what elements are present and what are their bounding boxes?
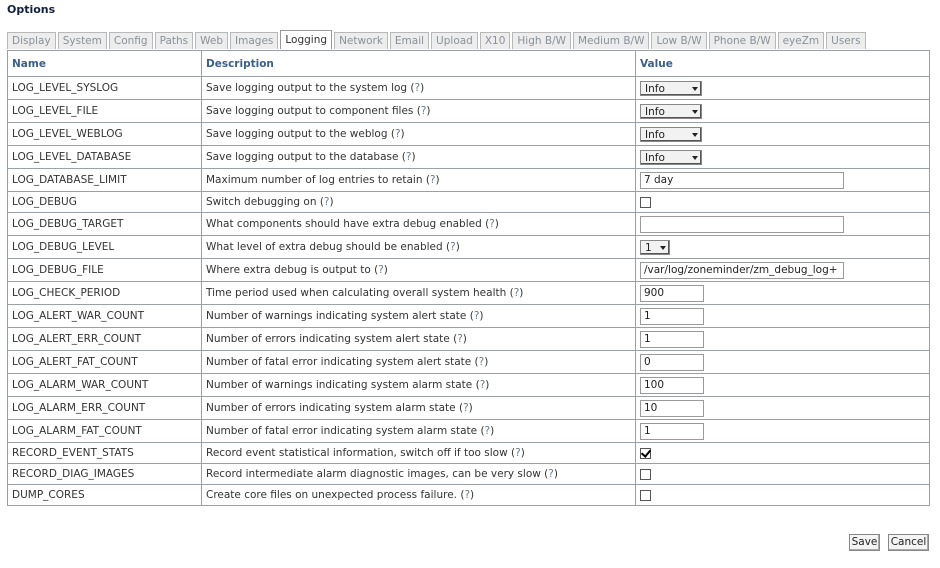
- level-select[interactable]: [640, 150, 702, 165]
- help-link[interactable]: ?: [548, 468, 554, 480]
- tab-images[interactable]: Images: [230, 32, 278, 49]
- option-value: [636, 443, 930, 464]
- help-link[interactable]: ?: [450, 241, 456, 253]
- help-link[interactable]: ?: [513, 287, 520, 299]
- column-header-value: Value: [636, 51, 930, 77]
- tab-system[interactable]: System: [58, 32, 107, 49]
- level-select[interactable]: [640, 81, 702, 96]
- description-text: Save logging output to component files: [206, 105, 414, 117]
- table-row: [8, 259, 930, 282]
- description-text: What components should have extra debug enabled: [206, 218, 482, 230]
- description-text: Where extra debug is output to: [206, 264, 371, 276]
- option-name: LOG_DEBUG: [8, 192, 202, 213]
- option-checkbox[interactable]: [640, 490, 651, 501]
- option-checkbox[interactable]: [640, 197, 651, 208]
- description-text: Number of warnings indicating system alarm state: [206, 379, 473, 391]
- option-name: LOG_ALARM_ERR_COUNT: [8, 397, 202, 420]
- description-text: Record intermediate alarm diagnostic images, can be very slow: [206, 468, 541, 480]
- tab-phone-b-w[interactable]: Phone B/W: [709, 32, 776, 49]
- table-header-row: [8, 51, 930, 77]
- tab-high-b-w[interactable]: High B/W: [512, 32, 571, 49]
- checkmark-icon: [641, 447, 651, 458]
- description-text: Number of warnings indicating system alert state: [206, 310, 467, 322]
- tab-eyezm[interactable]: eyeZm: [778, 32, 825, 49]
- option-description: Save logging output to the system log (?): [202, 77, 636, 100]
- option-name: LOG_ALERT_ERR_COUNT: [8, 328, 202, 351]
- table-row: [8, 77, 930, 100]
- select-value: Info: [645, 105, 665, 118]
- chevron-down-icon: [692, 133, 698, 137]
- table-row: [8, 213, 930, 236]
- option-description: What level of extra debug should be enabled (?): [202, 236, 636, 259]
- value-input[interactable]: 0: [640, 354, 704, 371]
- option-value: [636, 351, 930, 374]
- description-text: Number of fatal error indicating system alarm state: [206, 425, 478, 437]
- option-checkbox[interactable]: [640, 469, 651, 480]
- option-name: LOG_ALARM_WAR_COUNT: [8, 374, 202, 397]
- description-text: Time period used when calculating overall system health: [206, 287, 507, 299]
- option-description: Number of fatal error indicating system alert state (?): [202, 351, 636, 374]
- column-header-name: Name: [8, 51, 202, 77]
- help-link[interactable]: ?: [479, 379, 486, 391]
- page-title: Options: [7, 3, 56, 16]
- option-description: Record intermediate alarm diagnostic images, can be very slow (?): [202, 464, 636, 485]
- help-link[interactable]: ?: [323, 196, 330, 208]
- description-text: Number of fatal error indicating system alert state: [206, 356, 472, 368]
- table-row: [8, 443, 930, 464]
- select-value: 1: [645, 241, 652, 254]
- tab-display[interactable]: Display: [7, 32, 56, 49]
- description-text: Number of errors indicating system alert state: [206, 333, 450, 345]
- help-link[interactable]: ?: [463, 402, 469, 414]
- option-value: [636, 305, 930, 328]
- table-row: [8, 123, 930, 146]
- option-value: [636, 169, 930, 192]
- help-link[interactable]: ?: [478, 356, 485, 368]
- option-value: [636, 123, 930, 146]
- option-name: RECORD_EVENT_STATS: [8, 443, 202, 464]
- option-name: LOG_CHECK_PERIOD: [8, 282, 202, 305]
- value-input[interactable]: 1: [640, 308, 704, 325]
- option-value: [636, 282, 930, 305]
- chevron-down-icon: [692, 110, 698, 114]
- tab-upload[interactable]: Upload: [431, 32, 478, 49]
- option-name: LOG_DEBUG_FILE: [8, 259, 202, 282]
- description-text: What level of extra debug should be enabled: [206, 241, 443, 253]
- chevron-down-icon: [692, 156, 698, 160]
- option-description: Number of errors indicating system alarm state (?): [202, 397, 636, 420]
- option-name: DUMP_CORES: [8, 485, 202, 506]
- tab-paths[interactable]: Paths: [155, 32, 194, 49]
- option-name: RECORD_DIAG_IMAGES: [8, 464, 202, 485]
- option-value: [636, 485, 930, 506]
- option-name: LOG_DEBUG_TARGET: [8, 213, 202, 236]
- help-link[interactable]: ?: [457, 333, 463, 345]
- tab-config[interactable]: Config: [109, 32, 153, 49]
- value-input[interactable]: 100: [640, 377, 704, 394]
- help-link[interactable]: ?: [515, 447, 521, 459]
- table-row: [8, 305, 930, 328]
- value-input[interactable]: [640, 216, 844, 233]
- option-name: LOG_LEVEL_SYSLOG: [8, 77, 202, 100]
- option-value: [636, 146, 930, 169]
- chevron-down-icon: [660, 246, 666, 250]
- option-value: [636, 464, 930, 485]
- table-row: [8, 351, 930, 374]
- option-description: Save logging output to the weblog (?): [202, 123, 636, 146]
- select-value: Info: [645, 128, 665, 141]
- table-row: [8, 397, 930, 420]
- options-table: [7, 50, 930, 506]
- table-row: [8, 464, 930, 485]
- cancel-button[interactable]: Cancel: [888, 534, 929, 551]
- table-row: [8, 282, 930, 305]
- tab-network[interactable]: Network: [334, 32, 388, 49]
- option-value: [636, 192, 930, 213]
- option-value: [636, 259, 930, 282]
- table-row: [8, 328, 930, 351]
- help-link[interactable]: ?: [484, 425, 491, 437]
- level-select[interactable]: [640, 240, 670, 255]
- value-input[interactable]: 900: [640, 285, 704, 302]
- select-value: Info: [645, 151, 665, 164]
- table-row: [8, 485, 930, 506]
- option-name: LOG_LEVEL_WEBLOG: [8, 123, 202, 146]
- option-description: Record event statistical information, switch off if too slow (?): [202, 443, 636, 464]
- option-description: Number of errors indicating system alert state (?): [202, 328, 636, 351]
- level-select[interactable]: [640, 104, 702, 119]
- value-input[interactable]: 1: [640, 331, 704, 348]
- help-link[interactable]: ?: [405, 151, 412, 163]
- table-row: [8, 420, 930, 443]
- table-row: [8, 146, 930, 169]
- description-text: Save logging output to the system log: [206, 82, 408, 94]
- option-value: [636, 100, 930, 123]
- option-value: [636, 374, 930, 397]
- column-header-description: Description: [202, 51, 636, 77]
- help-link[interactable]: ?: [394, 128, 401, 140]
- table-row: [8, 100, 930, 123]
- tab-medium-b-w[interactable]: Medium B/W: [573, 32, 649, 49]
- option-name: LOG_ALERT_WAR_COUNT: [8, 305, 202, 328]
- help-link[interactable]: ?: [420, 105, 427, 117]
- option-name: LOG_DATABASE_LIMIT: [8, 169, 202, 192]
- tab-low-b-w[interactable]: Low B/W: [651, 32, 706, 49]
- option-description: Save logging output to component files (?): [202, 100, 636, 123]
- option-value: [636, 397, 930, 420]
- description-text: Create core files on unexpected process failure.: [206, 489, 457, 501]
- tab-web[interactable]: Web: [195, 32, 228, 49]
- tab-bar: [7, 30, 866, 49]
- table-row: [8, 169, 930, 192]
- option-description: Switch debugging on (?): [202, 192, 636, 213]
- tab-users[interactable]: Users: [826, 32, 865, 49]
- option-name: LOG_ALARM_FAT_COUNT: [8, 420, 202, 443]
- option-value: [636, 213, 930, 236]
- option-name: LOG_LEVEL_FILE: [8, 100, 202, 123]
- table-row: [8, 374, 930, 397]
- description-text: Switch debugging on: [206, 196, 317, 208]
- option-value: [636, 328, 930, 351]
- value-input[interactable]: 10: [640, 400, 704, 417]
- value-input[interactable]: 1: [640, 423, 704, 440]
- description-text: Number of errors indicating system alarm state: [206, 402, 456, 414]
- value-input[interactable]: 7 day: [640, 172, 844, 189]
- option-value: [636, 420, 930, 443]
- select-value: Info: [645, 82, 665, 95]
- help-link[interactable]: ?: [414, 82, 421, 94]
- level-select[interactable]: [640, 127, 702, 142]
- help-link[interactable]: ?: [473, 310, 480, 322]
- option-description: Time period used when calculating overall system health (?): [202, 282, 636, 305]
- description-text: Record event statistical information, switch off if too slow: [206, 447, 508, 459]
- table-row: [8, 192, 930, 213]
- tab-x10[interactable]: X10: [480, 32, 511, 49]
- option-checkbox[interactable]: [640, 448, 651, 459]
- option-value: [636, 236, 930, 259]
- option-value: [636, 77, 930, 100]
- chevron-down-icon: [692, 87, 698, 91]
- help-link[interactable]: ?: [489, 218, 495, 230]
- description-text: Maximum number of log entries to retain: [206, 174, 423, 186]
- tab-email[interactable]: Email: [390, 32, 429, 49]
- option-description: Create core files on unexpected process failure. (?): [202, 485, 636, 506]
- option-description: Number of warnings indicating system alarm state (?): [202, 374, 636, 397]
- value-input[interactable]: /var/log/zoneminder/zm_debug_log+: [640, 262, 844, 279]
- option-name: LOG_DEBUG_LEVEL: [8, 236, 202, 259]
- option-name: LOG_ALERT_FAT_COUNT: [8, 351, 202, 374]
- save-button[interactable]: Save: [849, 534, 880, 551]
- option-description: Maximum number of log entries to retain (?): [202, 169, 636, 192]
- help-link[interactable]: ?: [464, 489, 471, 501]
- tab-logging[interactable]: Logging: [280, 30, 332, 49]
- table-row: [8, 236, 930, 259]
- option-description: Number of fatal error indicating system alarm state (?): [202, 420, 636, 443]
- option-name: LOG_LEVEL_DATABASE: [8, 146, 202, 169]
- option-description: Number of warnings indicating system alert state (?): [202, 305, 636, 328]
- description-text: Save logging output to the database: [206, 151, 399, 163]
- description-text: Save logging output to the weblog: [206, 128, 388, 140]
- option-description: What components should have extra debug enabled (?): [202, 213, 636, 236]
- help-link[interactable]: ?: [378, 264, 384, 276]
- option-description: Save logging output to the database (?): [202, 146, 636, 169]
- help-link[interactable]: ?: [429, 174, 436, 186]
- option-description: Where extra debug is output to (?): [202, 259, 636, 282]
